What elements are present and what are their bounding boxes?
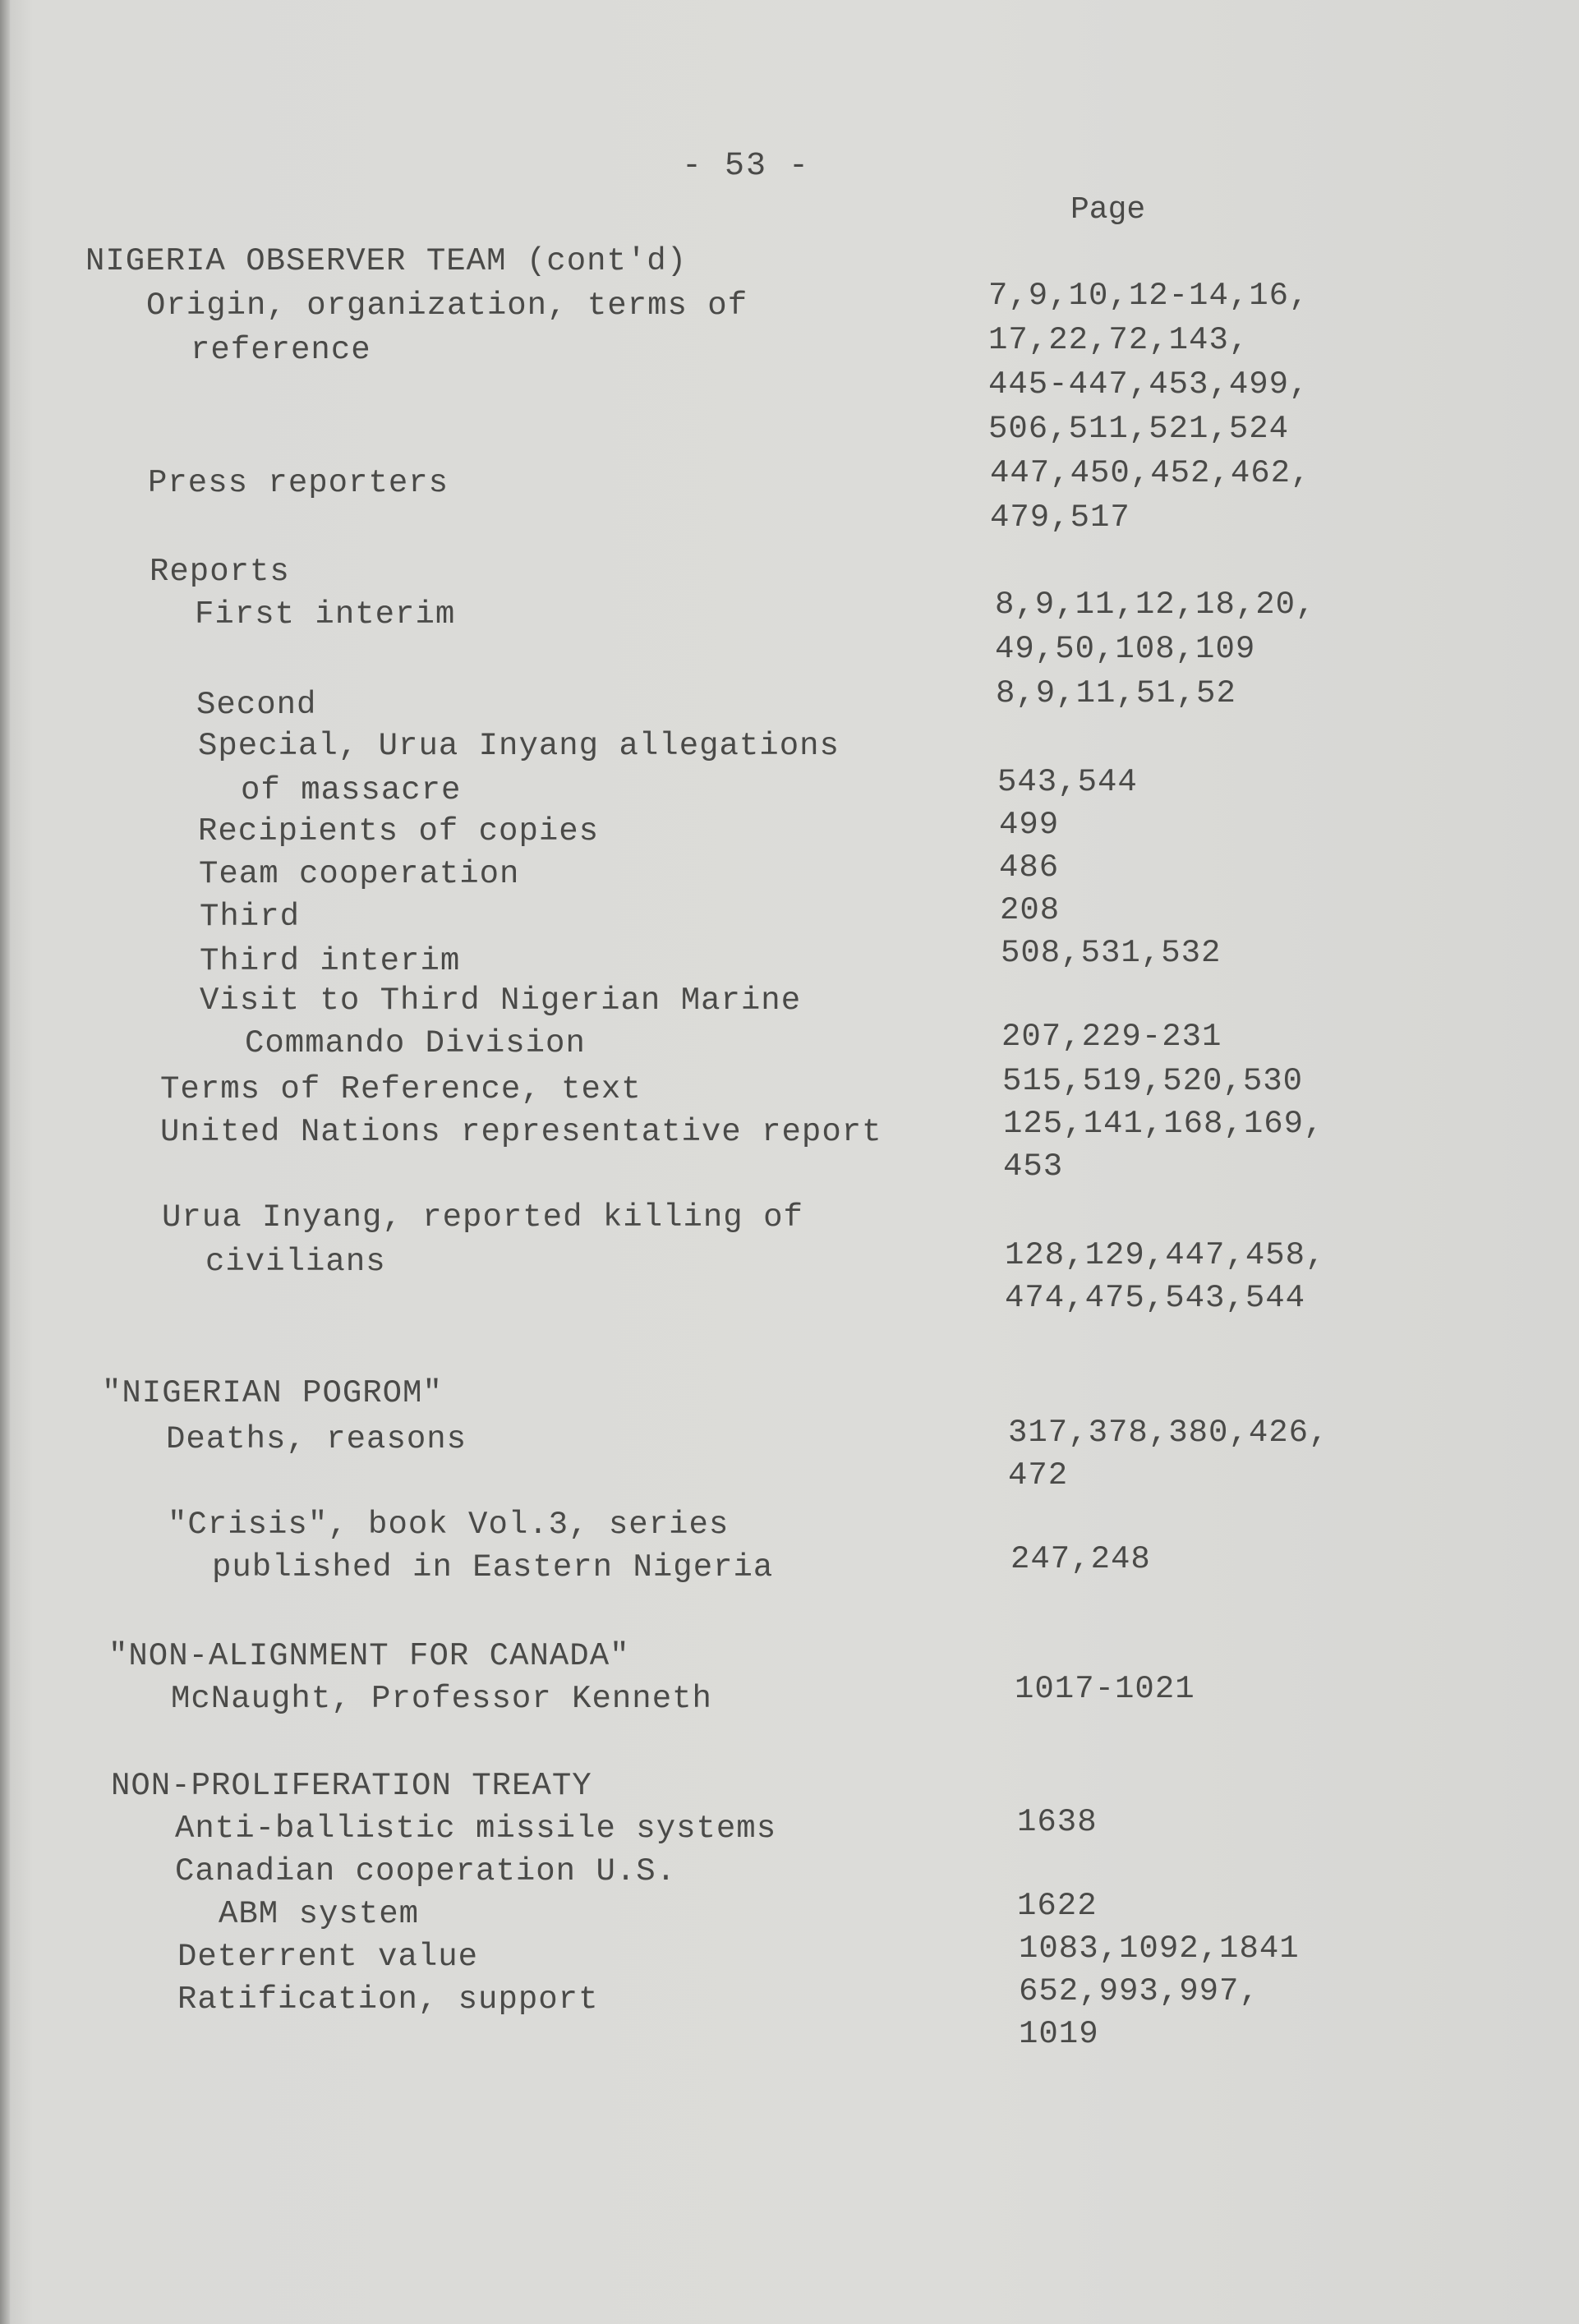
page-refs: 1622 [1017, 1888, 1098, 1924]
index-entry-label: Urua Inyang, reported killing of [162, 1199, 803, 1236]
index-entry-label: McNaught, Professor Kenneth [171, 1681, 712, 1717]
page-refs: 17,22,72,143, [988, 322, 1250, 358]
page-refs: 1083,1092,1841 [1019, 1931, 1300, 1967]
index-entry-label: Recipients of copies [198, 813, 600, 849]
page-refs: 543,544 [997, 764, 1138, 800]
index-heading: NIGERIA OBSERVER TEAM (cont'd) [85, 243, 688, 279]
page-column-header: Page [1070, 192, 1146, 228]
page-refs: 447,450,452,462, [990, 455, 1311, 491]
page-refs: 8,9,11,51,52 [996, 675, 1236, 711]
page-refs: 207,229-231 [1001, 1019, 1222, 1055]
page-refs: 1638 [1017, 1804, 1098, 1840]
index-entry-label: Reports [150, 554, 290, 590]
index-entry-label: Canadian cooperation U.S. [175, 1853, 677, 1889]
index-entry-label: Second [196, 687, 317, 723]
binding-edge [0, 0, 10, 2324]
index-entry-label-cont: reference [191, 332, 371, 368]
page-refs: 472 [1008, 1457, 1069, 1493]
page-refs: 499 [999, 807, 1060, 843]
index-heading: NON-PROLIFERATION TREATY [111, 1768, 592, 1804]
page-refs: 508,531,532 [1001, 935, 1222, 971]
page-refs: 1017-1021 [1015, 1671, 1195, 1707]
page-refs: 8,9,11,12,18,20, [995, 587, 1316, 623]
index-entry-label: Origin, organization, terms of [146, 288, 748, 324]
index-entry-label: Deaths, reasons [166, 1421, 467, 1457]
index-entry-label: Team cooperation [199, 856, 520, 892]
page-refs: 49,50,108,109 [995, 631, 1256, 667]
index-entry-label: "Crisis", book Vol.3, series [168, 1507, 730, 1543]
page-refs: 125,141,168,169, [1003, 1106, 1324, 1142]
page-refs: 506,511,521,524 [988, 411, 1290, 447]
page-refs: 652,993,997, [1019, 1973, 1259, 2009]
page-refs: 445-447,453,499, [988, 366, 1310, 403]
index-heading: "NIGERIAN POGROM" [102, 1375, 443, 1411]
index-entry-label: Anti-ballistic missile systems [175, 1811, 777, 1847]
index-entry-label: Terms of Reference, text [160, 1071, 642, 1107]
index-entry-label: Deterrent value [177, 1939, 479, 1975]
page-refs: 247,248 [1010, 1541, 1151, 1577]
index-entry-label: Third [200, 899, 301, 935]
page-refs: 515,519,520,530 [1002, 1063, 1304, 1099]
index-entry-label: Press reporters [148, 465, 449, 501]
page-refs: 317,378,380,426, [1008, 1415, 1329, 1451]
page-refs: 453 [1003, 1148, 1064, 1185]
page-refs: 7,9,10,12-14,16, [988, 278, 1310, 314]
index-entry-label-cont: Commando Division [245, 1025, 586, 1061]
index-entry-label-cont: civilians [205, 1244, 386, 1280]
page-refs: 486 [999, 849, 1060, 886]
index-entry-label-cont: published in Eastern Nigeria [212, 1549, 774, 1585]
page-refs: 208 [1000, 892, 1061, 928]
index-entry-label: Visit to Third Nigerian Marine [200, 983, 802, 1019]
page-number: - 53 - [682, 148, 811, 185]
page-refs: 474,475,543,544 [1005, 1280, 1306, 1316]
index-entry-label-cont: ABM system [219, 1896, 420, 1932]
page-refs: 479,517 [990, 499, 1130, 536]
index-entry-label: United Nations representative report [160, 1114, 882, 1150]
index-entry-label: Third interim [200, 943, 461, 979]
page-refs: 1019 [1019, 2016, 1099, 2052]
index-entry-label-cont: of massacre [241, 772, 462, 808]
index-heading: "NON-ALIGNMENT FOR CANADA" [108, 1638, 630, 1674]
page-refs: 128,129,447,458, [1005, 1237, 1326, 1273]
index-entry-label: Ratification, support [177, 1981, 599, 2018]
index-entry-label: First interim [195, 596, 456, 633]
index-entry-label: Special, Urua Inyang allegations [198, 728, 840, 764]
